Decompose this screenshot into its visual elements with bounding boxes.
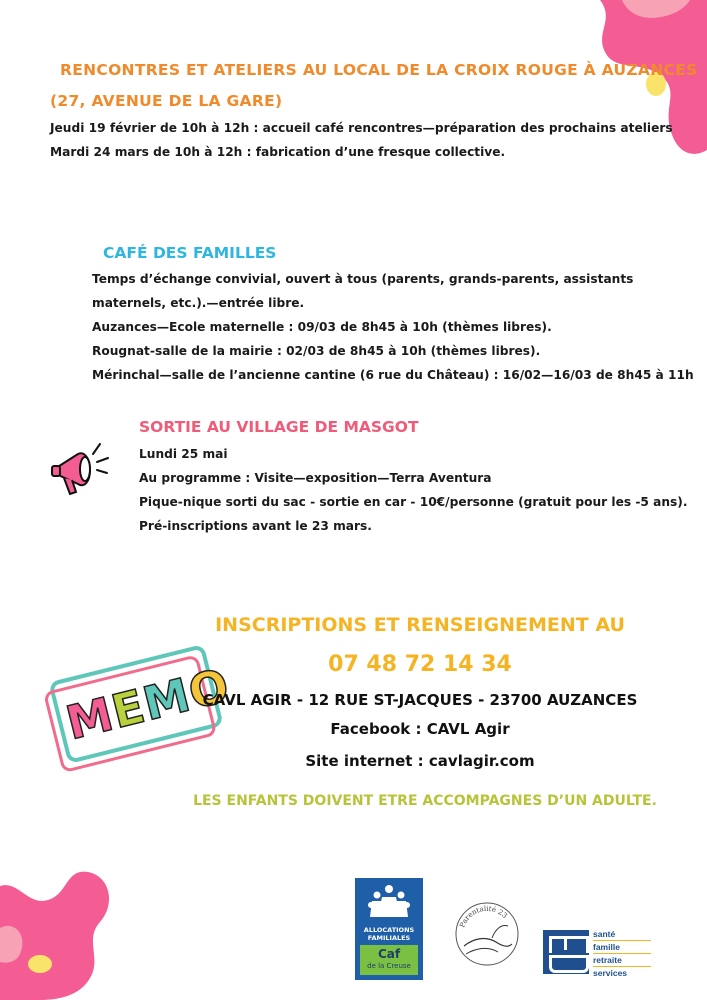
sortie-detail: Pique-nique sorti du sac - sortie en car - 10€/personne (gratuit pour les -5 ans). Pré-inscriptions avant le 23 mars. [139, 495, 688, 533]
msa-mark [543, 930, 589, 974]
address: CAVL AGIR - 12 RUE ST-JACQUES - 23700 AUZANCES [202, 691, 638, 709]
msa-word-1: santé [593, 928, 651, 941]
memo-letter-m: M [60, 686, 120, 751]
memo-letter-o: O [183, 657, 236, 720]
memo-letter-e: E [106, 678, 151, 739]
pink-blob-bottom-left [0, 858, 115, 1000]
cafe-familles-line-2: Rougnat-salle de la mairie : 02/03 de 8h45 à 10h (thèmes libres). [92, 344, 541, 358]
section-title-rencontres: RENCONTRES ET ATELIERS AU LOCAL DE LA CROIX ROUGE À AUZANCES [60, 61, 698, 79]
caf-green-box [360, 945, 418, 975]
memo-letter-m2: M [137, 667, 197, 732]
rencontres-line-1: Jeudi 19 février de 10h à 12h : accueil café rencontres—préparation des prochains ateliers [50, 121, 673, 135]
section-title-rencontres-address: (27, AVENUE DE LA GARE) [50, 92, 283, 110]
caf-name: Caf [377, 947, 401, 961]
caf-logo [355, 878, 423, 980]
msa-m-shape [549, 936, 589, 953]
svg-text:Parentalité 23 [458, 905, 508, 929]
caf-sub: de la Creuse [367, 962, 411, 970]
parentalite-text: Parentalité 23 [458, 904, 509, 929]
rencontres-line-2: Mardi 24 mars de 10h à 12h : fabrication d’une fresque collective. [50, 145, 506, 159]
msa-word-4: services [593, 968, 628, 978]
phone-number: 07 48 72 14 34 [328, 652, 512, 677]
sortie-line-1: Lundi 25 mai [139, 447, 228, 461]
caf-line1: ALLOCATIONS [363, 926, 415, 934]
children-notice: LES ENFANTS DOIVENT ETRE ACCOMPAGNES D’UN ADULTE. [193, 793, 657, 809]
cafe-familles-line-1: Auzances—Ecole maternelle : 09/03 de 8h45 à 10h (thèmes libres). [92, 320, 552, 334]
msa-m-stem [564, 939, 567, 950]
sortie-line-2: Au programme : Visite—exposition—Terra Aventura [139, 471, 492, 485]
caf-family-icon [362, 883, 416, 923]
msa-word-3: retraite [593, 954, 651, 967]
megaphone-icon [50, 440, 110, 502]
msa-word-2: famille [593, 941, 651, 954]
section-title-cafe-familles: CAFÉ DES FAMILLES [103, 244, 277, 262]
facebook-link[interactable]: Facebook : CAVL Agir [330, 720, 510, 738]
parentalite-logo [452, 898, 522, 970]
caf-line2: FAMILIALES [367, 934, 411, 942]
section-title-sortie: SORTIE AU VILLAGE DE MASGOT [139, 418, 419, 436]
website-link[interactable]: Site internet : cavlagir.com [305, 752, 535, 770]
cafe-familles-intro: Temps d’échange convivial, ouvert à tous (parents, grands-parents, assistants maternels, etc.).—entrée libre. [92, 272, 634, 310]
msa-sa-shape [549, 955, 589, 973]
inscriptions-heading: INSCRIPTIONS ET RENSEIGNEMENT AU [215, 614, 625, 636]
msa-logo [543, 928, 651, 978]
cafe-familles-line-3: Mérinchal—salle de l’ancienne cantine (6 rue du Château) : 16/02—16/03 de 8h45 à 11h [92, 368, 694, 382]
